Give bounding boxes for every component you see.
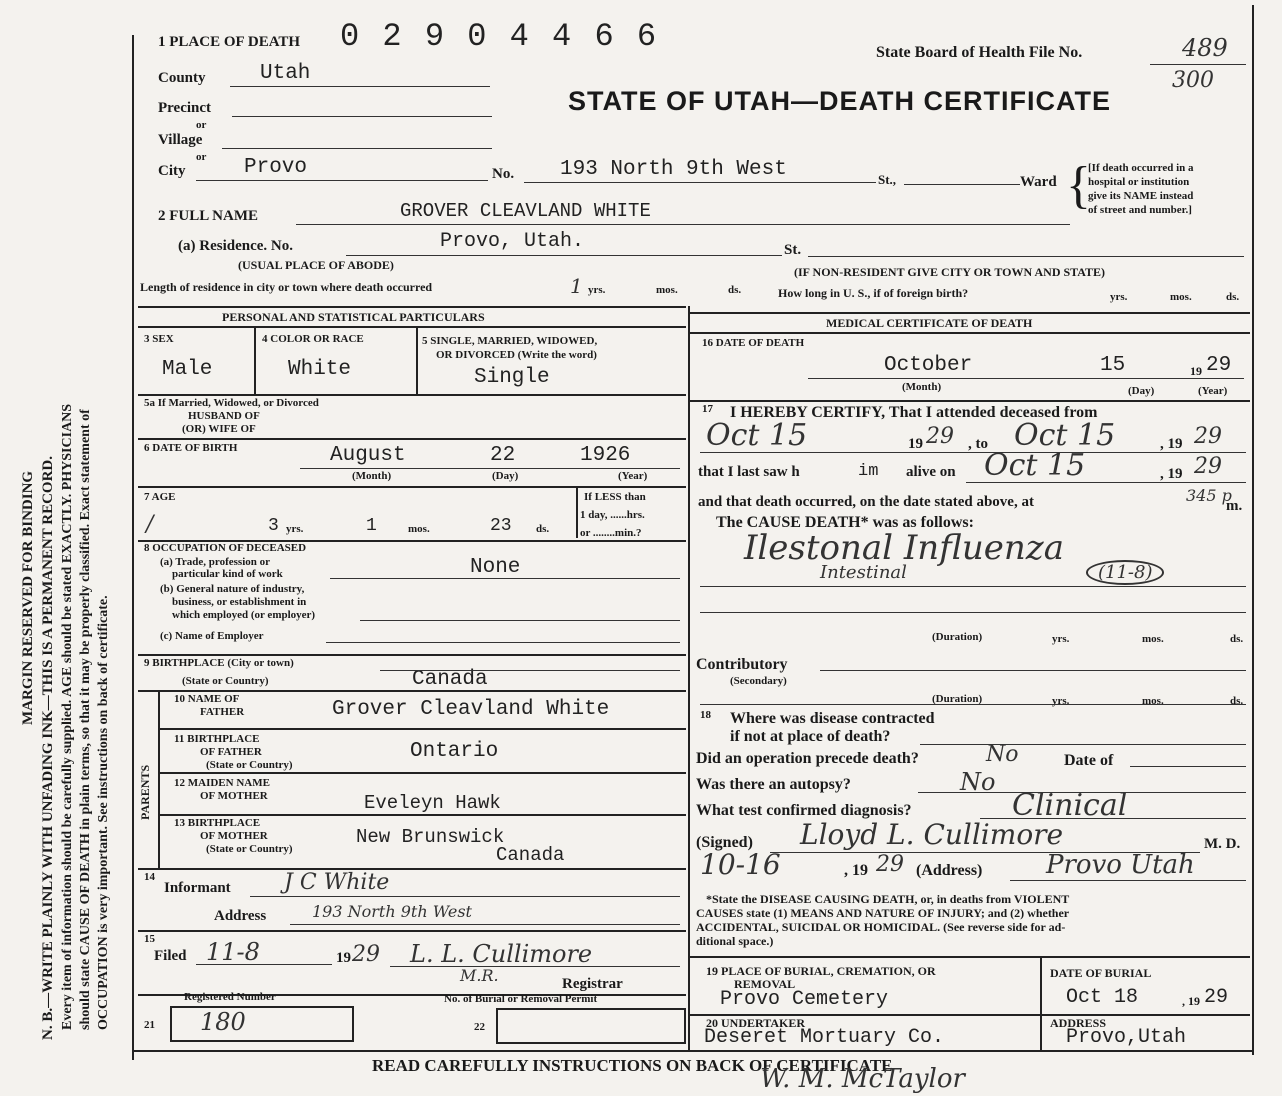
birthplace-label: 9 BIRTHPLACE (City or town) bbox=[144, 657, 294, 669]
mos-caption: mos. bbox=[408, 523, 430, 535]
age-months: 1 bbox=[366, 516, 377, 536]
md-label: M. D. bbox=[1204, 836, 1241, 852]
or-label: or bbox=[196, 151, 207, 163]
ward-note-4: of street and number.] bbox=[1088, 204, 1192, 216]
sex-value: Male bbox=[162, 358, 213, 381]
meridiem-label: m. bbox=[1226, 498, 1243, 514]
test-value: Clinical bbox=[1012, 788, 1128, 823]
county-value: Utah bbox=[260, 62, 311, 85]
certificate-number: 0 2 9 0 4 4 6 6 bbox=[340, 18, 659, 55]
father-birthplace-label-2: OF FATHER bbox=[200, 746, 262, 758]
full-name-value: GROVER CLEAVLAND WHITE bbox=[400, 200, 651, 222]
death-month: October bbox=[884, 354, 973, 377]
certify-statement: I HEREBY CERTIFY, That I attended deceased from bbox=[730, 404, 1098, 421]
item-21-number: 21 bbox=[144, 1019, 155, 1031]
marital-label-1: 5 SINGLE, MARRIED, WIDOWED, bbox=[422, 335, 598, 347]
undertaker-address: Provo,Utah bbox=[1066, 1026, 1187, 1049]
burial-permit-label: No. of Burial or Removal Permit bbox=[444, 993, 598, 1005]
dob-label: 6 DATE OF BIRTH bbox=[144, 442, 238, 454]
last-saw-date: Oct 15 bbox=[984, 448, 1086, 483]
filed-label: Filed bbox=[154, 948, 187, 964]
yrs-caption: yrs. bbox=[1110, 291, 1128, 303]
birthplace-value: Canada bbox=[412, 668, 488, 691]
yrs-caption: yrs. bbox=[588, 284, 606, 296]
brace: { bbox=[1066, 157, 1091, 214]
occupation-b-label-2: business, or establishment in bbox=[172, 596, 307, 608]
age-mark: / bbox=[146, 512, 154, 537]
attended-to-year-prefix: , 19 bbox=[1160, 436, 1183, 452]
mos-caption: mos. bbox=[1170, 291, 1192, 303]
certificate-title: STATE OF UTAH—DEATH CERTIFICATE bbox=[568, 86, 1111, 116]
mother-birthplace-label-2: OF MOTHER bbox=[200, 830, 268, 842]
signed-date: 10-16 bbox=[700, 848, 781, 881]
instructions-footer: READ CAREFULLY INSTRUCTIONS ON BACK OF CERTIFICATE bbox=[372, 1056, 893, 1075]
filed-year-prefix: 19 bbox=[336, 950, 351, 966]
spouse-label-1: 5a If Married, Widowed, or Divorced bbox=[144, 397, 319, 409]
filed-date: 11-8 bbox=[206, 938, 260, 966]
less-than-label-3: or ........min.? bbox=[580, 527, 642, 539]
day-caption: (Day) bbox=[1128, 385, 1155, 397]
contributory-label: Contributory bbox=[696, 656, 788, 673]
attended-from-year: 29 bbox=[926, 424, 954, 449]
father-birthplace: Ontario bbox=[410, 740, 499, 763]
last-saw-year-prefix: , 19 bbox=[1160, 466, 1183, 482]
mos-caption: mos. bbox=[1142, 633, 1164, 645]
physician-address: Provo Utah bbox=[1046, 850, 1195, 880]
residence-value: Provo, Utah. bbox=[440, 230, 585, 253]
margin-reserved: MARGIN RESERVED FOR BINDING bbox=[20, 470, 36, 725]
registrar-signature: L. L. Cullimore bbox=[410, 940, 593, 968]
yrs-caption: yrs. bbox=[1052, 633, 1070, 645]
day-caption: (Day) bbox=[492, 470, 519, 482]
footnote-4: ditional space.) bbox=[696, 934, 774, 948]
color-value: White bbox=[288, 358, 352, 381]
attended-from-year-prefix: 19 bbox=[908, 436, 923, 452]
undertaker-address-label: ADDRESS bbox=[1050, 1016, 1107, 1030]
age-years: 3 bbox=[268, 516, 279, 536]
mother-name: Eveleyn Hawk bbox=[364, 792, 501, 814]
contracted-label-1: Where was disease contracted bbox=[730, 710, 935, 727]
death-time: 345 p bbox=[1186, 486, 1232, 505]
street-value: 193 North 9th West bbox=[560, 158, 787, 181]
registrar-label: Registrar bbox=[562, 976, 623, 992]
mother-birthplace-2: Canada bbox=[496, 844, 565, 866]
father-birthplace-label-1: 11 BIRTHPLACE bbox=[174, 733, 260, 745]
occupation-a-label-1: (a) Trade, profession or bbox=[160, 556, 270, 568]
or-label: or bbox=[196, 119, 207, 131]
place-of-death-label: 1 PLACE OF DEATH bbox=[158, 34, 301, 50]
ds-caption: ds. bbox=[1230, 695, 1244, 707]
burial-date: Oct 18 bbox=[1066, 986, 1139, 1009]
margin-instructions-3: OCCUPATION is very important. See instructions on back of certificate. bbox=[96, 595, 111, 1030]
occupation-b-label-1: (b) General nature of industry, bbox=[160, 583, 305, 595]
duration-caption: (Duration) bbox=[932, 693, 983, 705]
age-days: 23 bbox=[490, 516, 512, 536]
informant-value: J C White bbox=[284, 870, 390, 895]
item-14-number: 14 bbox=[144, 871, 155, 883]
spouse-label-2: HUSBAND OF bbox=[188, 410, 260, 422]
date-of-death-label: 16 DATE OF DEATH bbox=[702, 337, 805, 349]
birthplace-state-caption: (State or Country) bbox=[182, 675, 269, 687]
less-than-label-2: 1 day, ......hrs. bbox=[580, 509, 645, 521]
burial-date-label: DATE OF BURIAL bbox=[1050, 966, 1152, 980]
county-label: County bbox=[158, 70, 206, 86]
informant-address-label: Address bbox=[214, 908, 267, 924]
ward-note-3: give its NAME instead bbox=[1088, 190, 1194, 202]
age-label: 7 AGE bbox=[144, 491, 176, 503]
city-label: City bbox=[158, 163, 186, 179]
mos-caption: mos. bbox=[656, 284, 678, 296]
length-residence-label: Length of residence in city or town where death occurred bbox=[140, 280, 433, 294]
margin-instructions-1: Every item of information should be carefully supplied. AGE should be stated EXACTLY. PHYSICIANS bbox=[60, 403, 75, 1030]
residence-st-label: St. bbox=[784, 242, 802, 258]
ds-caption: ds. bbox=[728, 284, 742, 296]
residence-label: (a) Residence. No. bbox=[178, 238, 293, 254]
registered-number: 180 bbox=[200, 1008, 246, 1036]
physician-address-label: (Address) bbox=[916, 862, 983, 879]
footnote-1: *State the DISEASE CAUSING DEATH, or, in deaths from VIOLENT bbox=[706, 892, 1070, 906]
margin-warning: N. B.—WRITE PLAINLY WITH UNFADING INK—THIS IS A PERMANENT RECORD. bbox=[40, 456, 56, 1040]
street-no-label: No. bbox=[492, 166, 515, 182]
year-caption: (Year) bbox=[618, 470, 648, 482]
ward-note-2: hospital or institution bbox=[1088, 176, 1190, 188]
item-17-number: 17 bbox=[702, 403, 713, 415]
spouse-label-3: (OR) WIFE OF bbox=[182, 423, 256, 435]
footnote-2: CAUSES state (1) MEANS AND NATURE OF INJURY; and (2) whether bbox=[696, 906, 1070, 920]
father-name: Grover Cleavland White bbox=[332, 698, 610, 721]
burial-place: Provo Cemetery bbox=[720, 988, 889, 1011]
village-label: Village bbox=[158, 132, 203, 148]
burial-year: 29 bbox=[1204, 986, 1229, 1009]
margin-instructions-2: should state CAUSE OF DEATH in plain terms, so that it may be properly classified. Exact statement of bbox=[78, 409, 93, 1030]
personal-heading: PERSONAL AND STATISTICAL PARTICULARS bbox=[222, 310, 485, 324]
frame-right bbox=[1252, 5, 1254, 1055]
length-residence-years: 1 bbox=[570, 274, 583, 298]
ds-caption: ds. bbox=[1230, 633, 1244, 645]
occupation-a-label-2: particular kind of work bbox=[172, 568, 283, 580]
street-st-label: St., bbox=[878, 172, 897, 187]
cause-code: (11-8) bbox=[1086, 560, 1164, 585]
file-number-label: State Board of Health File No. bbox=[876, 44, 1083, 61]
item-22-number: 22 bbox=[474, 1021, 485, 1033]
burial-place-label-2: REMOVAL bbox=[734, 977, 796, 991]
burial-year-prefix: , 19 bbox=[1182, 994, 1200, 1008]
death-year: 29 bbox=[1206, 354, 1232, 377]
mother-name-label-2: OF MOTHER bbox=[200, 790, 268, 802]
filed-year: 29 bbox=[352, 942, 380, 967]
dob-year: 1926 bbox=[580, 444, 631, 467]
full-name-label: 2 FULL NAME bbox=[158, 208, 259, 224]
occupation-value: None bbox=[470, 556, 521, 579]
last-saw-year: 29 bbox=[1194, 454, 1222, 479]
footer-signature: W. M. McTaylor bbox=[760, 1064, 965, 1094]
us-residence-label: How long in U. S., if of foreign birth? bbox=[778, 286, 969, 300]
father-birthplace-label-3: (State or Country) bbox=[206, 759, 293, 771]
cause-of-death: Ilestonal Influenza bbox=[744, 528, 1064, 568]
marital-label-2: OR DIVORCED (Write the word) bbox=[436, 349, 597, 361]
registered-number-box bbox=[170, 1006, 354, 1042]
duration-caption: (Duration) bbox=[932, 631, 983, 643]
contracted-label-2: if not at place of death? bbox=[730, 728, 891, 745]
occupation-c-label: (c) Name of Employer bbox=[160, 630, 264, 642]
month-caption: (Month) bbox=[352, 470, 392, 482]
mother-birthplace-label-3: (State or Country) bbox=[206, 843, 293, 855]
death-day: 15 bbox=[1100, 354, 1126, 377]
color-label: 4 COLOR OR RACE bbox=[262, 333, 364, 345]
ds-caption: ds. bbox=[1226, 291, 1240, 303]
operation-label: Did an operation precede death? bbox=[696, 750, 919, 767]
signed-year-prefix: , 19 bbox=[844, 862, 868, 879]
sex-label: 3 SEX bbox=[144, 333, 174, 345]
yrs-caption: yrs. bbox=[286, 523, 304, 535]
undertaker-label: 20 UNDERTAKER bbox=[706, 1016, 806, 1030]
file-number-secondary: 300 bbox=[1172, 68, 1214, 93]
yrs-caption: yrs. bbox=[1052, 695, 1070, 707]
informant-address: 193 North 9th West bbox=[312, 902, 472, 921]
father-name-label-1: 10 NAME OF bbox=[174, 693, 240, 705]
month-caption: (Month) bbox=[902, 381, 942, 393]
attended-to-year: 29 bbox=[1194, 424, 1222, 449]
mother-name-label-1: 12 MAIDEN NAME bbox=[174, 777, 270, 789]
precinct-label: Precinct bbox=[158, 100, 212, 116]
undertaker: Deseret Mortuary Co. bbox=[704, 1026, 945, 1049]
footnote-3: ACCIDENTAL, SUICIDAL OR HOMICIDAL. (See reverse side for ad- bbox=[696, 920, 1066, 934]
year-caption: (Year) bbox=[1198, 385, 1228, 397]
physician-signature: Lloyd L. Cullimore bbox=[800, 818, 1064, 851]
operation-value: No bbox=[986, 742, 1019, 767]
death-year-prefix: 19 bbox=[1190, 364, 1202, 378]
last-saw-label: that I last saw h bbox=[698, 464, 800, 480]
medical-heading: MEDICAL CERTIFICATE OF DEATH bbox=[826, 316, 1033, 330]
ward-note-1: [If death occurred in a bbox=[1088, 162, 1194, 174]
burial-permit-box bbox=[496, 1008, 686, 1044]
mother-birthplace-label-1: 13 BIRTHPLACE bbox=[174, 817, 261, 829]
autopsy-label: Was there an autopsy? bbox=[696, 776, 851, 793]
city-value: Provo bbox=[244, 156, 308, 179]
burial-place-label-1: 19 PLACE OF BURIAL, CREMATION, OR bbox=[706, 964, 936, 978]
non-resident-caption: (IF NON-RESIDENT GIVE CITY OR TOWN AND STATE) bbox=[794, 265, 1106, 279]
secondary-caption: (Secondary) bbox=[730, 675, 787, 687]
usual-abode-caption: (USUAL PLACE OF ABODE) bbox=[238, 258, 394, 272]
signed-year: 29 bbox=[876, 852, 904, 877]
ward-label: Ward bbox=[1020, 174, 1057, 190]
dob-day: 22 bbox=[490, 444, 516, 467]
attended-to-label: , to bbox=[968, 436, 988, 452]
mother-birthplace-1: New Brunswick bbox=[356, 826, 505, 848]
registered-number-label: Registered Number bbox=[184, 991, 276, 1003]
death-occurred-label: and that death occurred, on the date stated above, at bbox=[698, 494, 1034, 510]
mos-caption: mos. bbox=[1142, 695, 1164, 707]
file-number: 489 bbox=[1182, 34, 1228, 62]
dob-month: August bbox=[330, 444, 406, 467]
frame-left bbox=[132, 35, 134, 1060]
ds-caption: ds. bbox=[536, 523, 550, 535]
last-saw-pronoun: im bbox=[858, 462, 879, 481]
signed-label: (Signed) bbox=[696, 834, 753, 851]
test-label: What test confirmed diagnosis? bbox=[696, 802, 912, 819]
occupation-label: 8 OCCUPATION OF DECEASED bbox=[144, 542, 307, 554]
item-18-number: 18 bbox=[700, 709, 711, 721]
informant-label: Informant bbox=[164, 880, 231, 896]
marital-value: Single bbox=[474, 366, 550, 389]
registrar-initials: M.R. bbox=[460, 966, 499, 985]
occupation-b-label-3: which employed (or employer) bbox=[172, 609, 316, 621]
item-15-number: 15 bbox=[144, 933, 155, 945]
autopsy-value: No bbox=[960, 768, 996, 796]
attended-from-date: Oct 15 bbox=[706, 418, 808, 453]
attended-to-date: Oct 15 bbox=[1014, 418, 1116, 453]
cause-note: Intestinal bbox=[820, 562, 907, 583]
parents-label: PARENTS bbox=[138, 764, 152, 820]
alive-on-label: alive on bbox=[906, 464, 956, 480]
father-name-label-2: FATHER bbox=[200, 706, 245, 718]
operation-date-label: Date of bbox=[1064, 752, 1114, 769]
less-than-label-1: If LESS than bbox=[584, 491, 646, 503]
cause-label: The CAUSE DEATH* was as follows: bbox=[716, 514, 974, 531]
